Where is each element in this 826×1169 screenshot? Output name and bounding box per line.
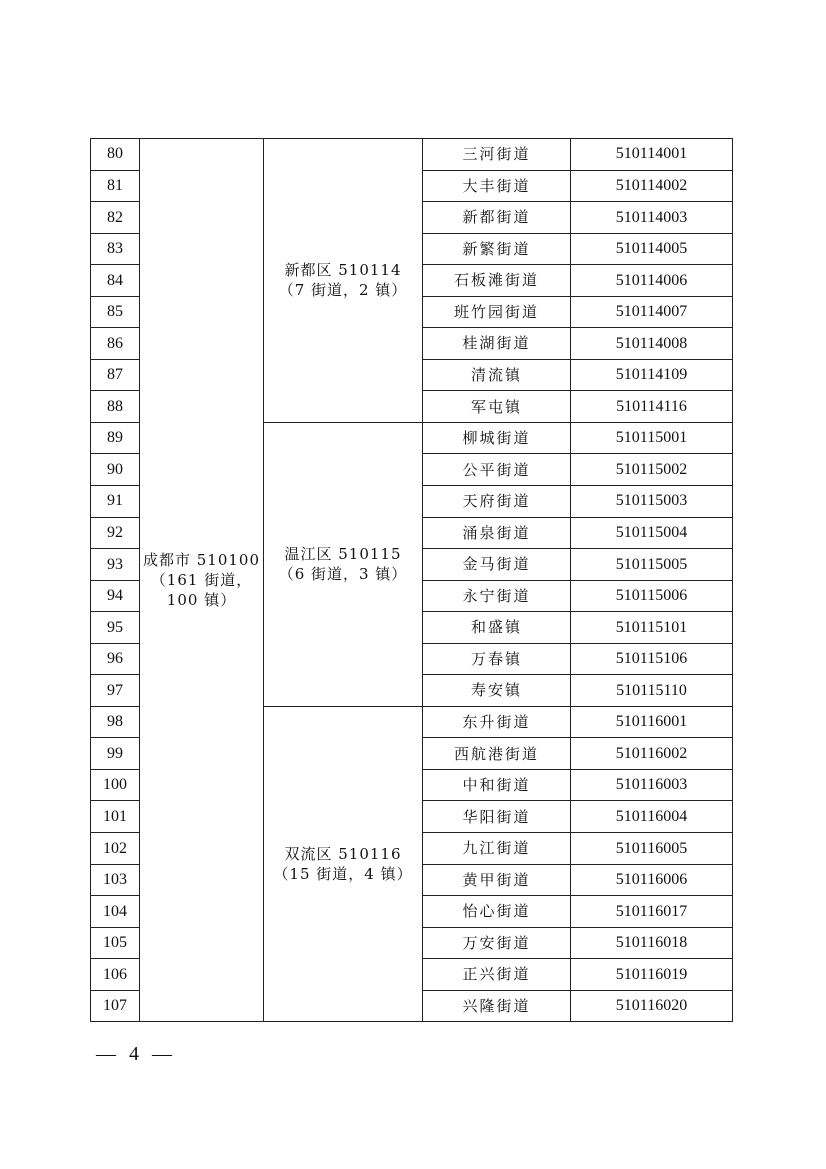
division-code: 510115006 (571, 580, 733, 612)
district-cell (264, 139, 423, 423)
row-number: 88 (91, 391, 140, 423)
city-label-line3: 100 镇） (166, 591, 237, 610)
district-name: 双流区 510116 (284, 844, 402, 863)
district-count-note: （6 街道，3 镇） (278, 565, 408, 584)
town-name: 怡心街道 (423, 896, 571, 928)
page-number: — 4 — (96, 1043, 176, 1065)
row-number: 99 (91, 738, 140, 770)
row-number: 85 (91, 296, 140, 328)
row-number: 102 (91, 833, 140, 865)
town-name: 大丰街道 (423, 170, 571, 202)
district-cell (264, 422, 423, 706)
division-code: 510114003 (571, 202, 733, 234)
town-name: 班竹园街道 (423, 296, 571, 328)
row-number: 81 (91, 170, 140, 202)
row-number: 97 (91, 675, 140, 707)
row-number: 90 (91, 454, 140, 486)
town-name: 兴隆街道 (423, 990, 571, 1022)
division-code: 510115004 (571, 517, 733, 549)
district-name: 新都区 510114 (284, 261, 402, 280)
row-number: 101 (91, 801, 140, 833)
division-code: 510116004 (571, 801, 733, 833)
division-code: 510114007 (571, 296, 733, 328)
district-count-note: （15 街道，4 镇） (273, 865, 413, 884)
row-number: 87 (91, 359, 140, 391)
row-number: 82 (91, 202, 140, 234)
division-code: 510115101 (571, 612, 733, 644)
town-name: 西航港街道 (423, 738, 571, 770)
city-cell (140, 139, 264, 1022)
table-row (91, 139, 733, 171)
division-code: 510114006 (571, 265, 733, 297)
city-label-line2: （161 街道， (150, 571, 253, 590)
row-number: 104 (91, 896, 140, 928)
town-name: 三河街道 (423, 139, 571, 171)
town-name: 涌泉街道 (423, 517, 571, 549)
division-code: 510114002 (571, 170, 733, 202)
row-number: 83 (91, 233, 140, 265)
town-name: 万安街道 (423, 927, 571, 959)
division-code: 510115005 (571, 549, 733, 581)
town-name: 华阳街道 (423, 801, 571, 833)
division-code: 510116002 (571, 738, 733, 770)
row-number: 80 (91, 139, 140, 171)
town-name: 军屯镇 (423, 391, 571, 423)
division-code: 510116003 (571, 769, 733, 801)
division-code: 510114001 (571, 139, 733, 171)
row-number: 89 (91, 422, 140, 454)
row-number: 95 (91, 612, 140, 644)
row-number: 105 (91, 927, 140, 959)
row-number: 103 (91, 864, 140, 896)
row-number: 106 (91, 959, 140, 991)
town-name: 黄甲街道 (423, 864, 571, 896)
town-name: 新都街道 (423, 202, 571, 234)
division-code: 510114008 (571, 328, 733, 360)
row-number: 96 (91, 643, 140, 675)
town-name: 金马街道 (423, 549, 571, 581)
division-code: 510116001 (571, 706, 733, 738)
division-code: 510114109 (571, 359, 733, 391)
town-name: 清流镇 (423, 359, 571, 391)
town-name: 石板滩街道 (423, 265, 571, 297)
town-name: 和盛镇 (423, 612, 571, 644)
town-name: 桂湖街道 (423, 328, 571, 360)
division-code: 510116020 (571, 990, 733, 1022)
city-label-line1: 成都市 510100 (142, 550, 261, 569)
town-name: 正兴街道 (423, 959, 571, 991)
row-number: 100 (91, 769, 140, 801)
town-name: 新繁街道 (423, 233, 571, 265)
row-number: 107 (91, 990, 140, 1022)
division-code: 510116006 (571, 864, 733, 896)
division-code: 510116005 (571, 833, 733, 865)
district-name: 温江区 510115 (284, 545, 402, 564)
row-number: 84 (91, 265, 140, 297)
division-code: 510115001 (571, 422, 733, 454)
town-name: 九江街道 (423, 833, 571, 865)
division-table (90, 138, 733, 1022)
row-number: 86 (91, 328, 140, 360)
division-code: 510115106 (571, 643, 733, 675)
division-code: 510115110 (571, 675, 733, 707)
town-name: 永宁街道 (423, 580, 571, 612)
district-cell (264, 706, 423, 1021)
town-name: 万春镇 (423, 643, 571, 675)
division-code: 510116018 (571, 927, 733, 959)
row-number: 91 (91, 486, 140, 518)
row-number: 92 (91, 517, 140, 549)
division-code: 510115003 (571, 486, 733, 518)
division-code: 510116019 (571, 959, 733, 991)
division-code: 510115002 (571, 454, 733, 486)
row-number: 94 (91, 580, 140, 612)
row-number: 93 (91, 549, 140, 581)
town-name: 中和街道 (423, 769, 571, 801)
town-name: 公平街道 (423, 454, 571, 486)
town-name: 东升街道 (423, 706, 571, 738)
town-name: 天府街道 (423, 486, 571, 518)
town-name: 柳城街道 (423, 422, 571, 454)
row-number: 98 (91, 706, 140, 738)
division-code: 510114005 (571, 233, 733, 265)
town-name: 寿安镇 (423, 675, 571, 707)
division-table-body (91, 139, 733, 1022)
district-count-note: （7 街道，2 镇） (278, 281, 408, 300)
division-code: 510114116 (571, 391, 733, 423)
division-code: 510116017 (571, 896, 733, 928)
